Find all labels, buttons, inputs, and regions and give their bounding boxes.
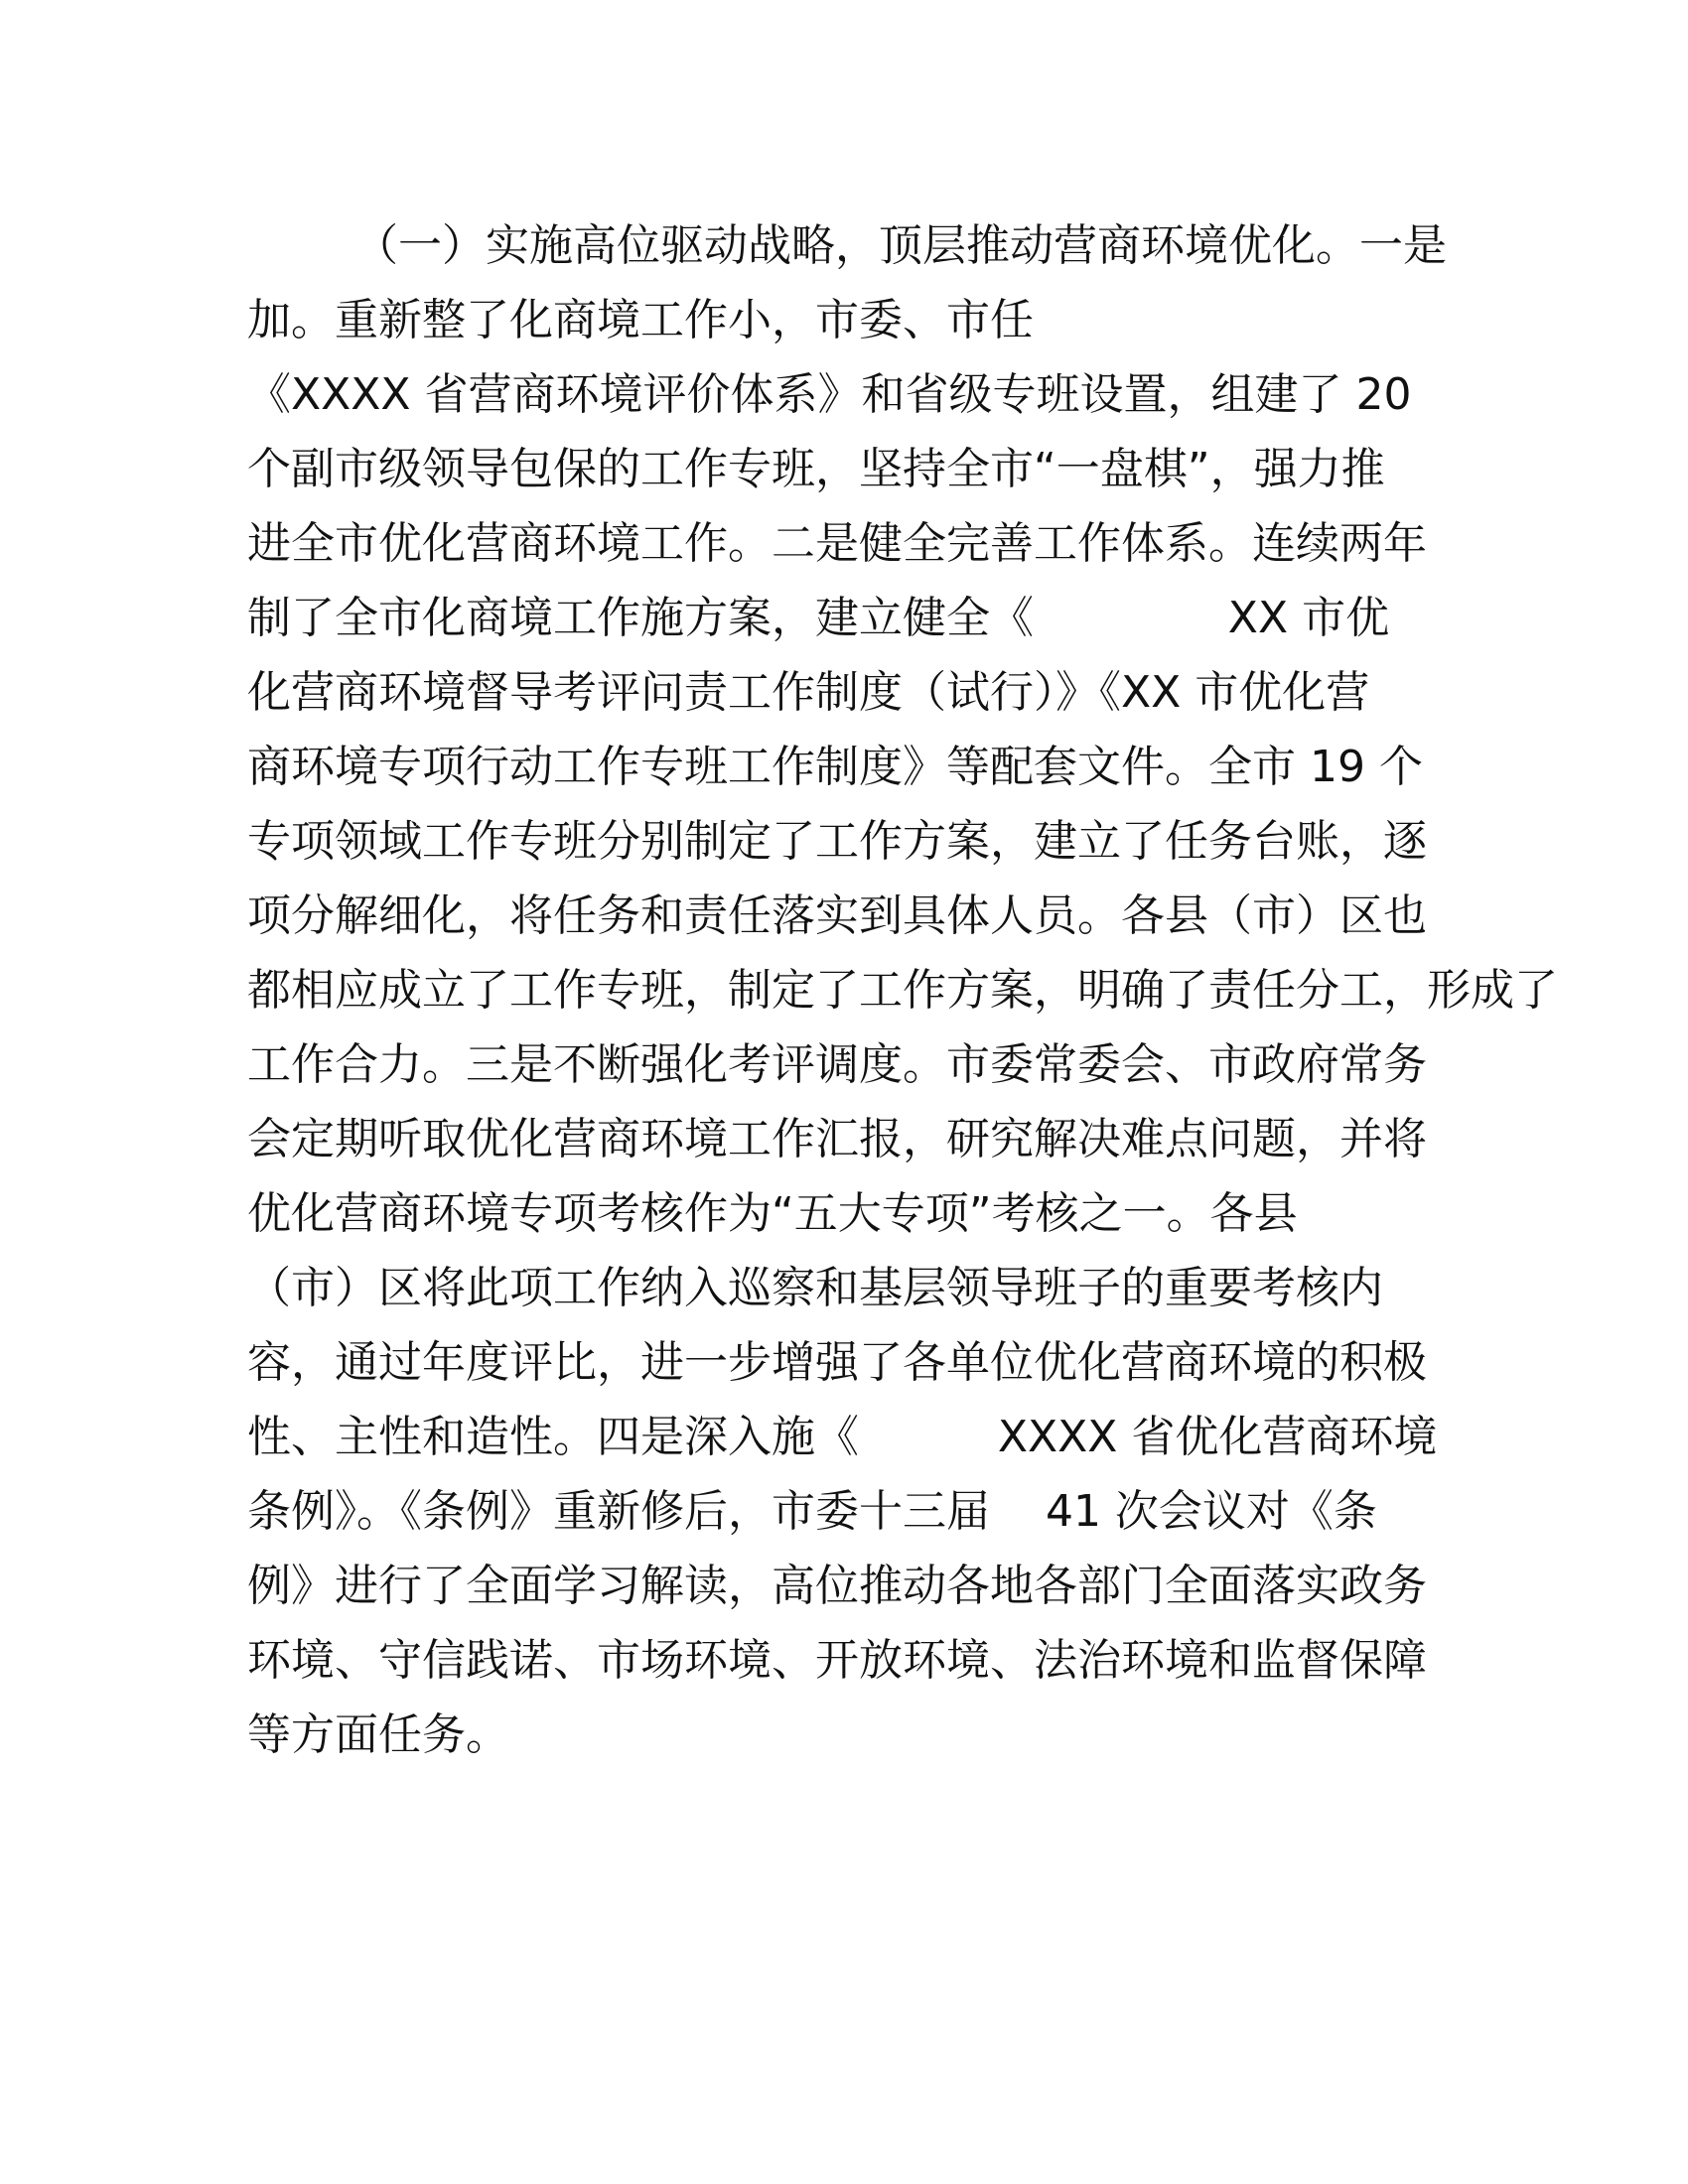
- paragraph-line: 制了全市化商境工作施方案，建立健全《 XX 市优: [247, 593, 1390, 643]
- paragraph-line: 工作合力。三是不断强化考评调度。市委常委会、市政府常务: [247, 1039, 1427, 1090]
- paragraph-line: 例》进行了全面学习解读，高位推动各地各部门全面落实政务: [247, 1561, 1427, 1611]
- paragraph-line: 项分解细化，将任务和责任落实到具体人员。各县（市）区也: [247, 890, 1427, 941]
- paragraph-line: （市）区将此项工作纳入巡察和基层领导班子的重要考核内: [247, 1263, 1383, 1313]
- paragraph-line: 加。重新整了化商境工作小，市委、市任: [247, 295, 1034, 345]
- paragraph-line: 条例》。《条例》重新修后，市委十三届 41 次会议对《条: [247, 1486, 1377, 1537]
- paragraph-line: 会定期听取优化营商环境工作汇报，研究解决难点问题，并将: [247, 1114, 1427, 1164]
- paragraph-line: 商环境专项行动工作专班工作制度》等配套文件。全市 19 个: [247, 742, 1423, 792]
- paragraph-line: 专项领域工作专班分别制定了工作方案，建立了任务台账，逐: [247, 816, 1427, 867]
- paragraph-line: 容，通过年度评比，进一步增强了各单位优化营商环境的积极: [247, 1337, 1427, 1388]
- paragraph-line: 进全市优化营商环境工作。二是健全完善工作体系。连续两年: [247, 518, 1427, 569]
- paragraph-line: 个副市级领导包保的工作专班，坚持全市“一盘棋”，强力推: [247, 444, 1385, 494]
- paragraph-line: 都相应成立了工作专班，制定了工作方案，明确了责任分工，形成了: [247, 965, 1558, 1016]
- paragraph-line: 化营商环境督导考评问责工作制度（试行）》《XX 市优化营: [247, 667, 1370, 718]
- paragraph-line: 环境、守信践诺、市场环境、开放环境、法治环境和监督保障: [247, 1635, 1427, 1686]
- paragraph-line: 等方面任务。: [247, 1709, 509, 1760]
- paragraph-line: 优化营商环境专项考核作为“五大专项”考核之一。各县: [247, 1188, 1298, 1239]
- paragraph-line: （一）实施高位驱动战略，顶层推动营商环境优化。一是: [354, 220, 1447, 271]
- paragraph-line: 《XXXX 省营商环境评价体系》和省级专班设置，组建了 20: [247, 369, 1412, 420]
- paragraph-line: 性、主性和造性。四是深入施《 XXXX 省优化营商环境: [247, 1412, 1438, 1462]
